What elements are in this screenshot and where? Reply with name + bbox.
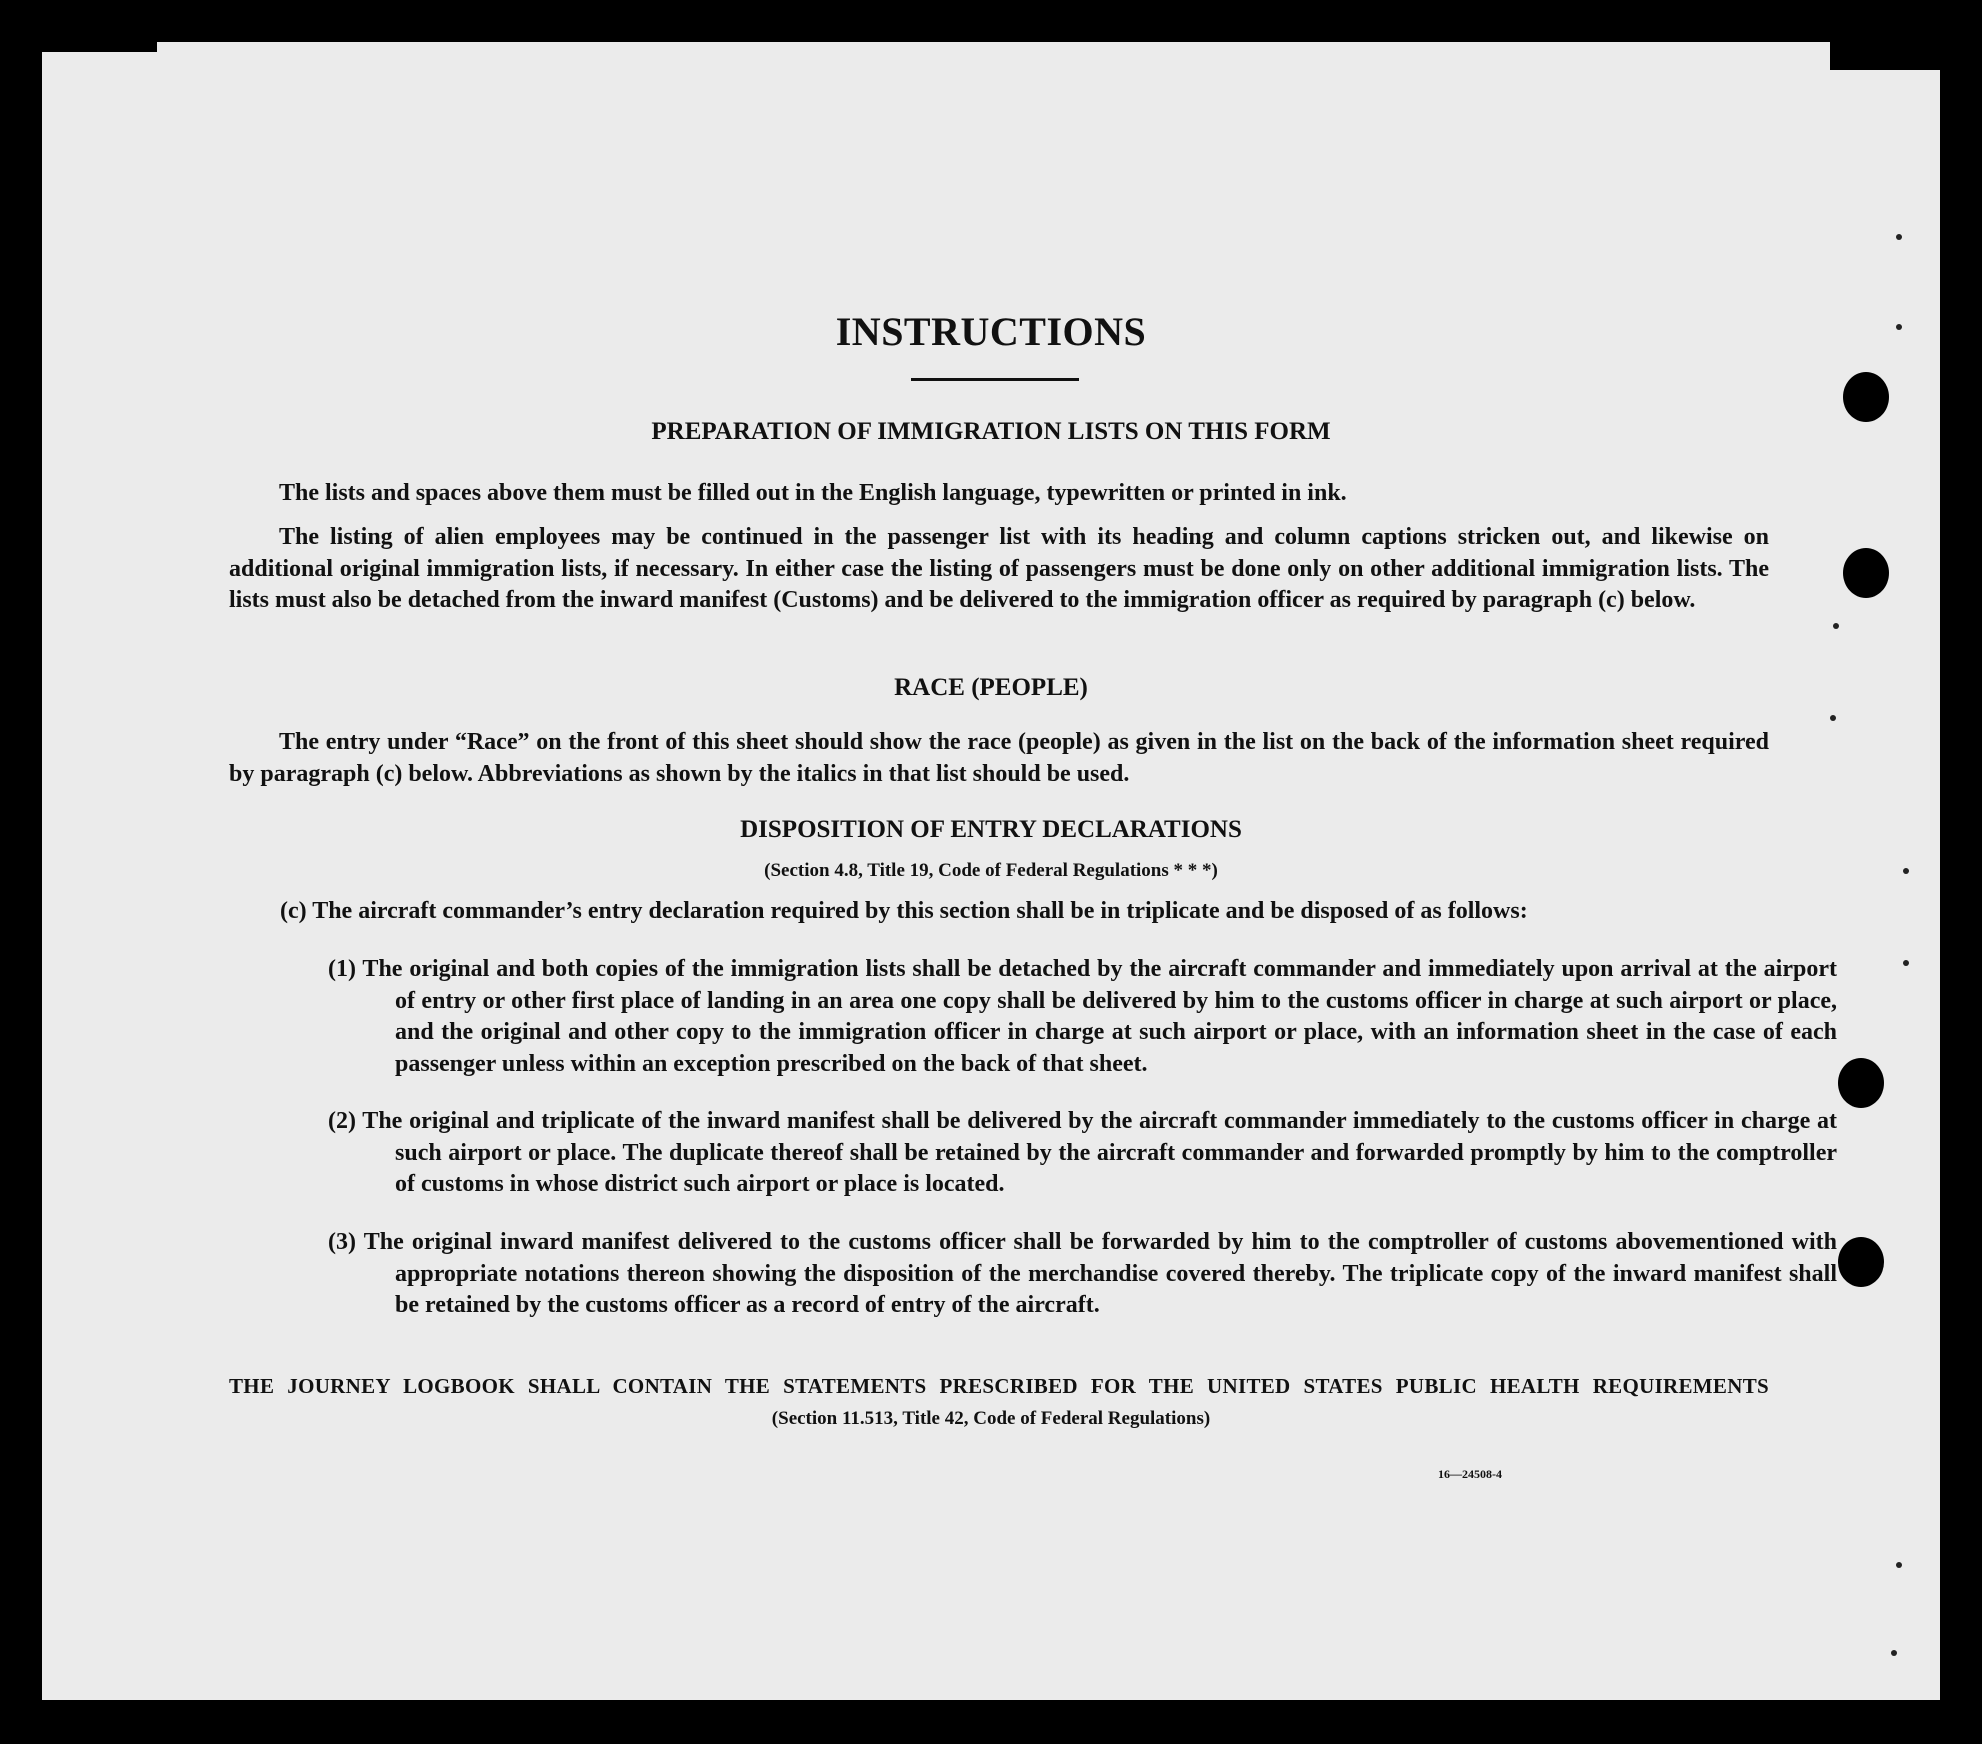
speck xyxy=(1833,623,1839,629)
list-item-1: (1) The original and both copies of the immigration lists shall be detached by the aircraft commander and immediately upon arrival at the airport of entry or other first place of landing in an area one copy shall be delivered by him to the customs officer in charge at such airport or place, and the original and other copy to the immigration officer in charge at such airport or place, with an information sheet in the case of each passenger unless within an exception prescribed on the back of that sheet. xyxy=(328,956,1837,1077)
public-health-statement: THE JOURNEY LOGBOOK SHALL CONTAIN THE STATEMENTS PRESCRIBED FOR THE UNITED STATES PUBLIC HEALTH REQUIREMENTS xyxy=(229,1374,1769,1398)
title-underline xyxy=(911,378,1079,381)
page-title: INSTRUCTIONS xyxy=(835,309,1147,354)
list-item-3: (3) The original inward manifest delivered to the customs officer shall be forwarded by him to the comptroller of customs abovementioned with appropriate notations thereon showing the disposition of the merchandise covered thereby. The triplicate copy of the inward manifest shall be retained by the customs officer as a record of entry of the aircraft. xyxy=(328,1229,1837,1318)
public-health-citation: (Section 11.513, Title 42, Code of Federal Regulations) xyxy=(771,1408,1211,1429)
scan-edge-mark-right xyxy=(1830,36,1940,70)
punch-hole-2 xyxy=(1843,548,1889,598)
section-heading-preparation: PREPARATION OF IMMIGRATION LISTS ON THIS FORM xyxy=(651,418,1331,445)
list-item-2: (2) The original and triplicate of the inward manifest shall be delivered by the aircraft commander immediately to the customs officer in charge at such airport or place. The duplicate thereof shall be retained by the aircraft commander and forwarded promptly by him to the comptroller of customs in whose district such airport or place is located. xyxy=(328,1108,1837,1197)
scan-edge-mark-left xyxy=(42,36,157,52)
section-heading-race: RACE (PEOPLE) xyxy=(894,674,1088,701)
disposition-citation: (Section 4.8, Title 19, Code of Federal Regulations * * *) xyxy=(764,860,1218,881)
speck xyxy=(1903,960,1909,966)
punch-hole-4 xyxy=(1838,1237,1884,1287)
punch-hole-1 xyxy=(1843,372,1889,422)
speck xyxy=(1830,715,1836,721)
paragraph-alien-employees: The listing of alien employees may be continued in the passenger list with its heading and column captions stricken out, and likewise on additional original immigration lists, if necessary. In either case the listing of passengers must be done only on other additional immigration lists. The lists must also be detached from the inward manifest (Customs) and be delivered to the immigration officer as required by paragraph (c) below. xyxy=(229,524,1769,613)
section-heading-disposition: DISPOSITION OF ENTRY DECLARATIONS xyxy=(740,816,1242,843)
paragraph-race: The entry under “Race” on the front of this sheet should show the race (people) as given in the list on the back of the information sheet required by paragraph (c) below. Abbreviations as shown by the italics in that list should be used. xyxy=(229,729,1769,787)
speck xyxy=(1896,234,1902,240)
speck xyxy=(1896,1562,1902,1568)
paragraph-c-intro: (c) The aircraft commander’s entry declaration required by this section shall be in triplicate and be disposed of as follows: xyxy=(280,898,1528,924)
punch-hole-3 xyxy=(1838,1058,1884,1108)
form-number: 16—24508-4 xyxy=(1438,1467,1502,1481)
speck xyxy=(1891,1650,1897,1656)
paragraph-language: The lists and spaces above them must be filled out in the English language, typewritten or printed in ink. xyxy=(279,480,1347,506)
